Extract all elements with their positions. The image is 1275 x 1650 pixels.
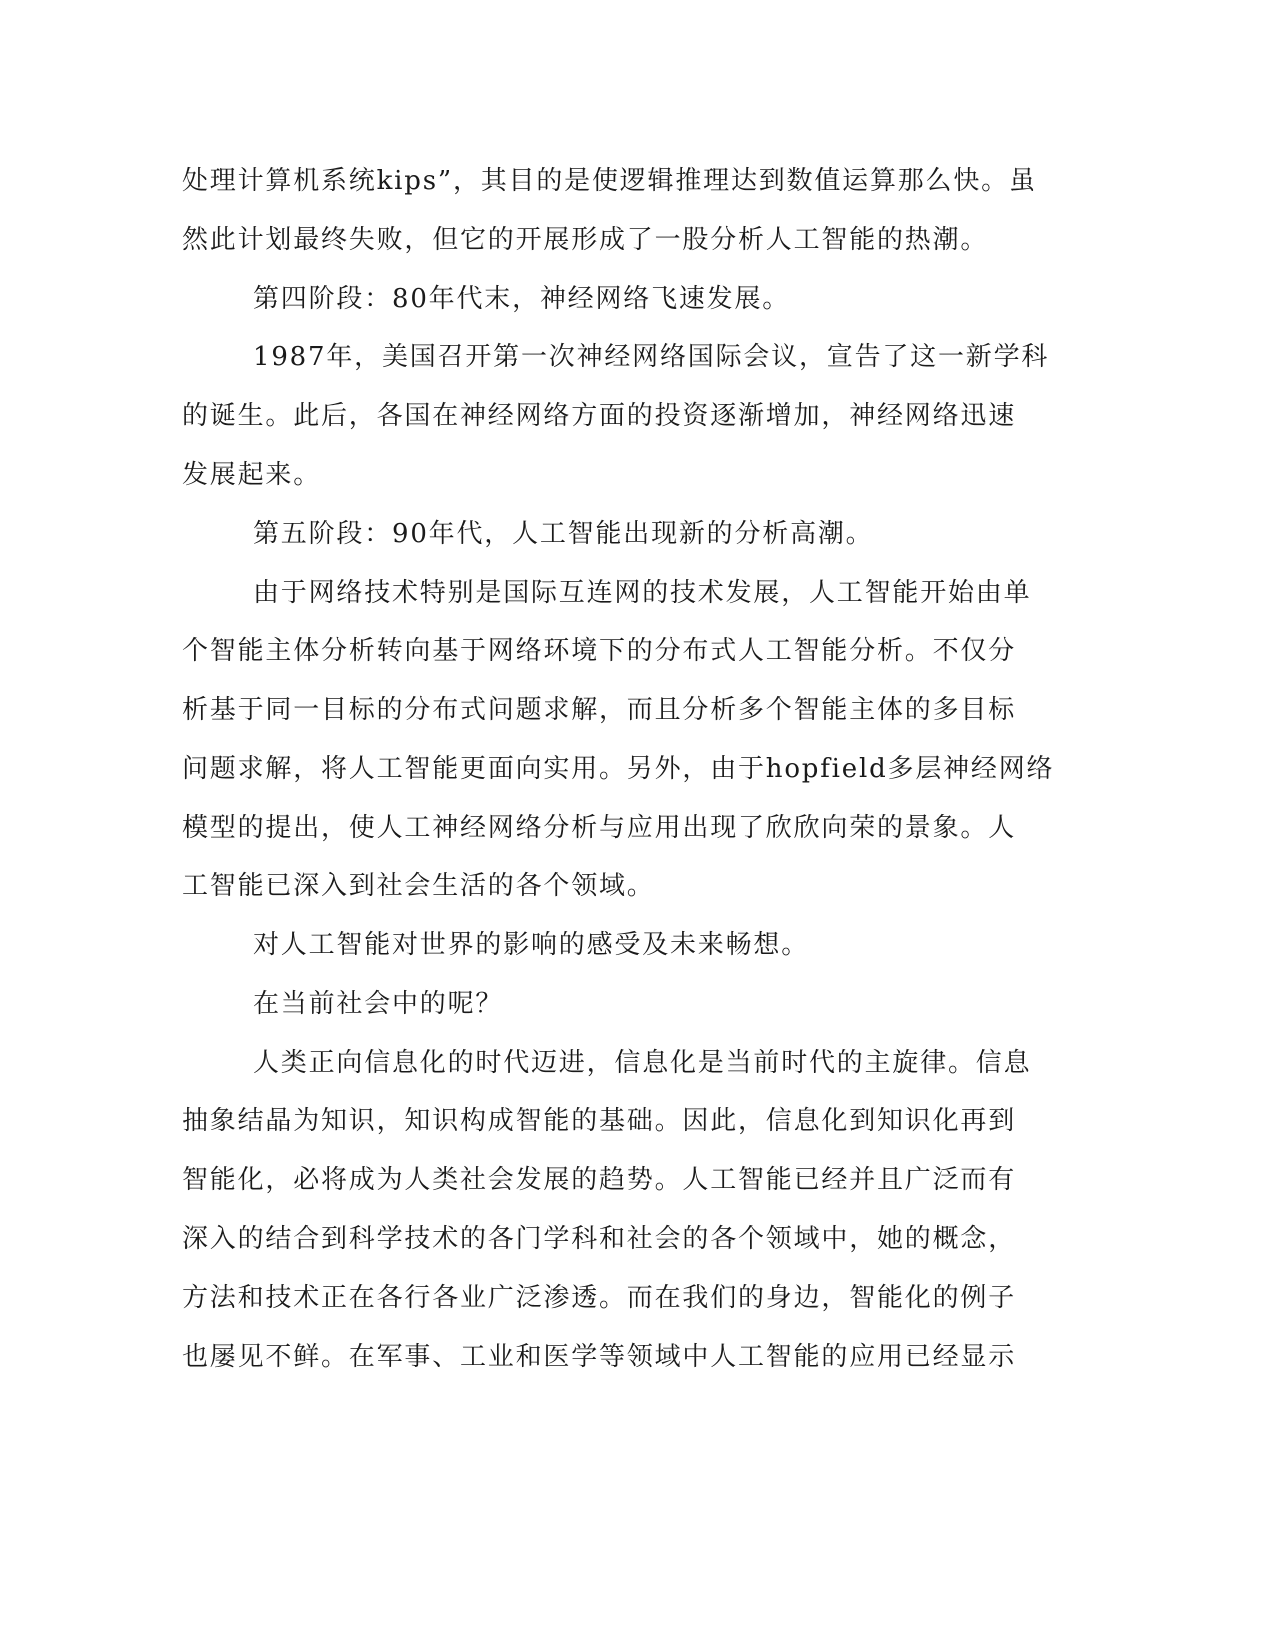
- text-line: 发展起来。: [182, 460, 322, 490]
- text-line: 深入的结合到科学技术的各门学科和社会的各个领域中，她的概念，: [182, 1224, 1017, 1254]
- text-line: 处理计算机系统kips”，其目的是使逻辑推理达到数值运算那么快。虽: [182, 166, 1037, 196]
- paragraph-start: 由于网络技术特别是国际互连网的技术发展，人工智能开始由单: [253, 578, 1032, 608]
- text-line: 模型的提出，使人工神经网络分析与应用出现了欣欣向荣的景象。人: [182, 813, 1017, 843]
- text-line: 方法和技术正在各行各业广泛渗透。而在我们的身边，智能化的例子: [182, 1283, 1017, 1313]
- heading-stage-five: 第五阶段：90年代，人工智能出现新的分析高潮。: [253, 519, 874, 549]
- text-line: 抽象结晶为知识，知识构成智能的基础。因此，信息化到知识化再到: [182, 1106, 1017, 1136]
- paragraph-start: 在当前社会中的呢？: [253, 989, 504, 1019]
- text-line: 析基于同一目标的分布式问题求解，而且分析多个智能主体的多目标: [182, 695, 1017, 725]
- text-line: 智能化，必将成为人类社会发展的趋势。人工智能已经并且广泛而有: [182, 1165, 1017, 1195]
- text-line: 工智能已深入到社会生活的各个领域。: [182, 871, 655, 901]
- text-line: 问题求解，将人工智能更面向实用。另外，由于hopfield多层神经网络: [182, 754, 1055, 784]
- heading-stage-four: 第四阶段：80年代末，神经网络飞速发展。: [253, 284, 791, 314]
- text-line: 然此计划最终失败，但它的开展形成了一股分析人工智能的热潮。: [182, 225, 989, 255]
- paragraph-start: 对人工智能对世界的影响的感受及未来畅想。: [253, 930, 810, 960]
- text-line: 的诞生。此后，各国在神经网络方面的投资逐渐增加，神经网络迅速: [182, 401, 1017, 431]
- paragraph-start: 人类正向信息化的时代迈进，信息化是当前时代的主旋律。信息: [253, 1048, 1032, 1078]
- text-line: 也屡见不鲜。在军事、工业和医学等领域中人工智能的应用已经显示: [182, 1342, 1017, 1372]
- paragraph-start: 1987年，美国召开第一次神经网络国际会议，宣告了这一新学科: [253, 342, 1050, 372]
- text-line: 个智能主体分析转向基于网络环境下的分布式人工智能分析。不仅分: [182, 636, 1017, 666]
